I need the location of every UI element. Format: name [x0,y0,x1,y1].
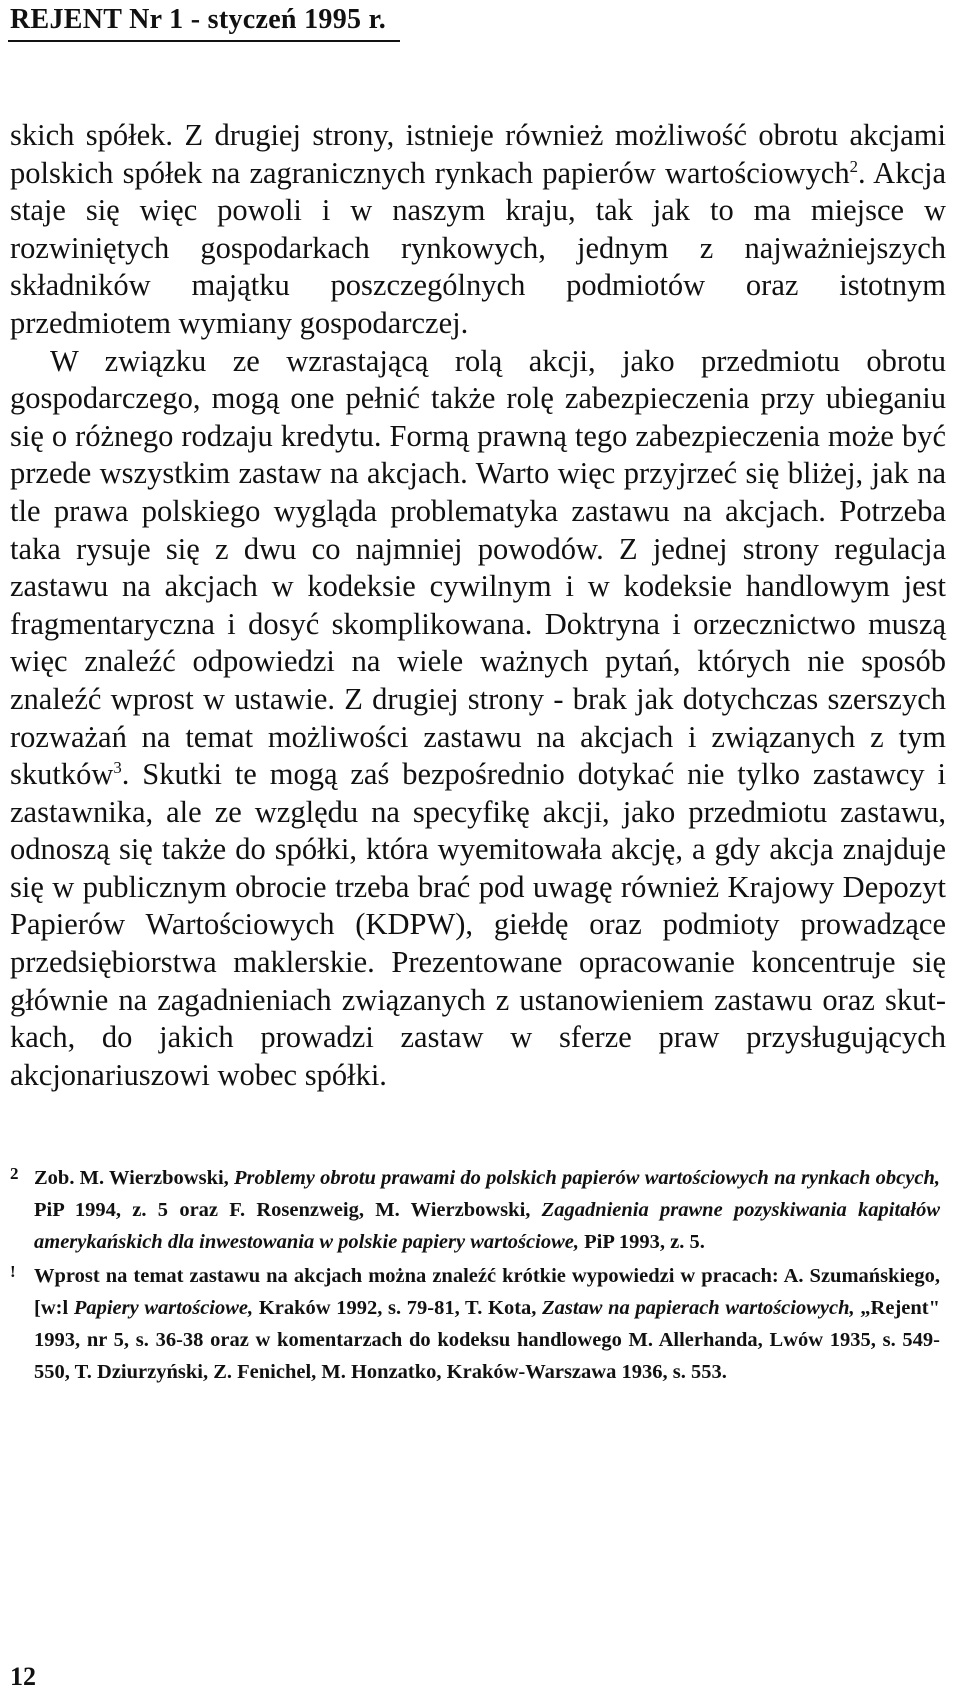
page-number: 12 [10,1662,36,1691]
footnote-3 [10,1261,940,1388]
footnote-2-title-2: Zagadnienia prawne pozyskiwania kapitałów amerykańskich dla inwestowania w polskie papiery wartościowe, [34,1198,941,1253]
footnote-3-part-2: Kraków 1992, s. 79-81, T. Kota, [253,1297,543,1320]
footnotes [10,1163,940,1389]
footnote-3-text [34,1261,940,1388]
footnote-2-part-1: Zob. M. Wierzbowski, [34,1167,235,1189]
footnote-2-part-3: PiP 1993, z. 5. [578,1230,705,1253]
paragraph-2-text-a: W związku ze wzrastającą rolą akcji, jako przedmiotu obrotu gospodarczego, mogą one pełnić także rolę zabezpieczenia przy ubieganiu się o różnego rodzaju kredytu. Formą prawną tego zabezpieczenia może być przede wszystkim zastaw na akcjach. Warto więc przyjrzeć się bliżej, jak na tle prawa polskiego wygląda problematyka zastawu na akcjach. Potrzeba taka rysuje się z dwu co najmniej powodów. Z jednej strony regulacja zastawu na akcjach w kodeksie cywilnym i w kodeksie handlowym jest fragmentaryczna i dosyć skomplikowana. Doktryna i orzecznictwo muszą więc znaleźć odpowiedzi na wiele ważnych pytań, których nie sposób znaleźć wprost w ustawie. Z drugiej strony - brak jak dotychczas szerszych rozważań na temat możliwości zastawu na akcjach i związanych z tym skutków [10,343,946,792]
footnote-3-title-2: Zastaw na papierach wartościowych, [542,1297,855,1320]
paragraph-1 [10,117,946,343]
footnote-3-mark: ! [10,1262,16,1282]
footnote-2-title-1: Problemy obrotu prawami do polskich papierów wartościowych na rynkach obcych, [234,1167,940,1189]
footnote-ref-2: 2 [849,156,858,176]
paragraph-2-text-b: . Skutki te mogą zaś bezpośrednio dotykać nie tylko zastawcy i zastawnika, ale ze względu na specyfikę akcji, jako przedmiotu zastawu, odnoszą się także do spółki, która wyemitowała akcję, a gdy akcja znajduje się w publicznym obrocie trzeba brać pod uwagę również Krajowy Depozyt Papierów Wartościowych (KDPW), giełdę oraz podmioty prowadzące przedsiębiorstwa maklerskie. Prezentowane opracowanie koncentruje się głównie na zagadnieniach związanych z ustanowieniem zastawu oraz skutkach, do jakich prowadzi zastaw w sferze praw przysługujących akcjonariuszowi wobec spółki. [10,757,946,1092]
footnote-2-part-2: PiP 1994, z. 5 oraz F. Rosenzweig, M. Wierzbowski, [34,1198,542,1221]
paragraph-1-text-a: skich spółek. Z drugiej strony, istnieje również możliwość obrotu akcjami polskich spółek na zagranicznych rynkach papierów wartościowych [10,118,946,190]
paragraph-2 [10,343,946,1095]
footnote-3-part-1: Wprost na temat zastawu na akcjach można znaleźć krótkie wypowiedzi w pracach: A. Szumańskiego, [w:l [34,1265,940,1320]
footnote-2 [10,1163,940,1258]
footnote-3-part-3: „Rejent" 1993, nr 5, s. 36-38 oraz w komentarzach do kodeksu handlowego M. Allerhanda, Lwów 1935, s. 549-550, T. Dziurzyński, Z. Fenichel, M. Honzatko, Kraków-Warszawa 1936, s. 553. [34,1297,940,1383]
header-underline [8,40,400,42]
main-text [10,117,946,1094]
footnote-2-text [34,1163,940,1258]
running-header: REJENT Nr 1 - styczeń 1995 r. [10,4,387,35]
paragraph-1-text-b: . Akcja staje się więc powoli i w naszym kraju, tak jak to ma miejsce w rozwiniętych gospodarkach rynkowych, jednym z najważniejszych składników majątku poszczególnych podmiotów oraz istotnym przedmiotem wymiany gospodarczej. [10,155,946,340]
footnote-2-mark: 2 [10,1164,19,1183]
footnote-ref-3: 3 [113,757,122,777]
footnote-3-title-1: Papiery wartościowe, [73,1297,254,1320]
